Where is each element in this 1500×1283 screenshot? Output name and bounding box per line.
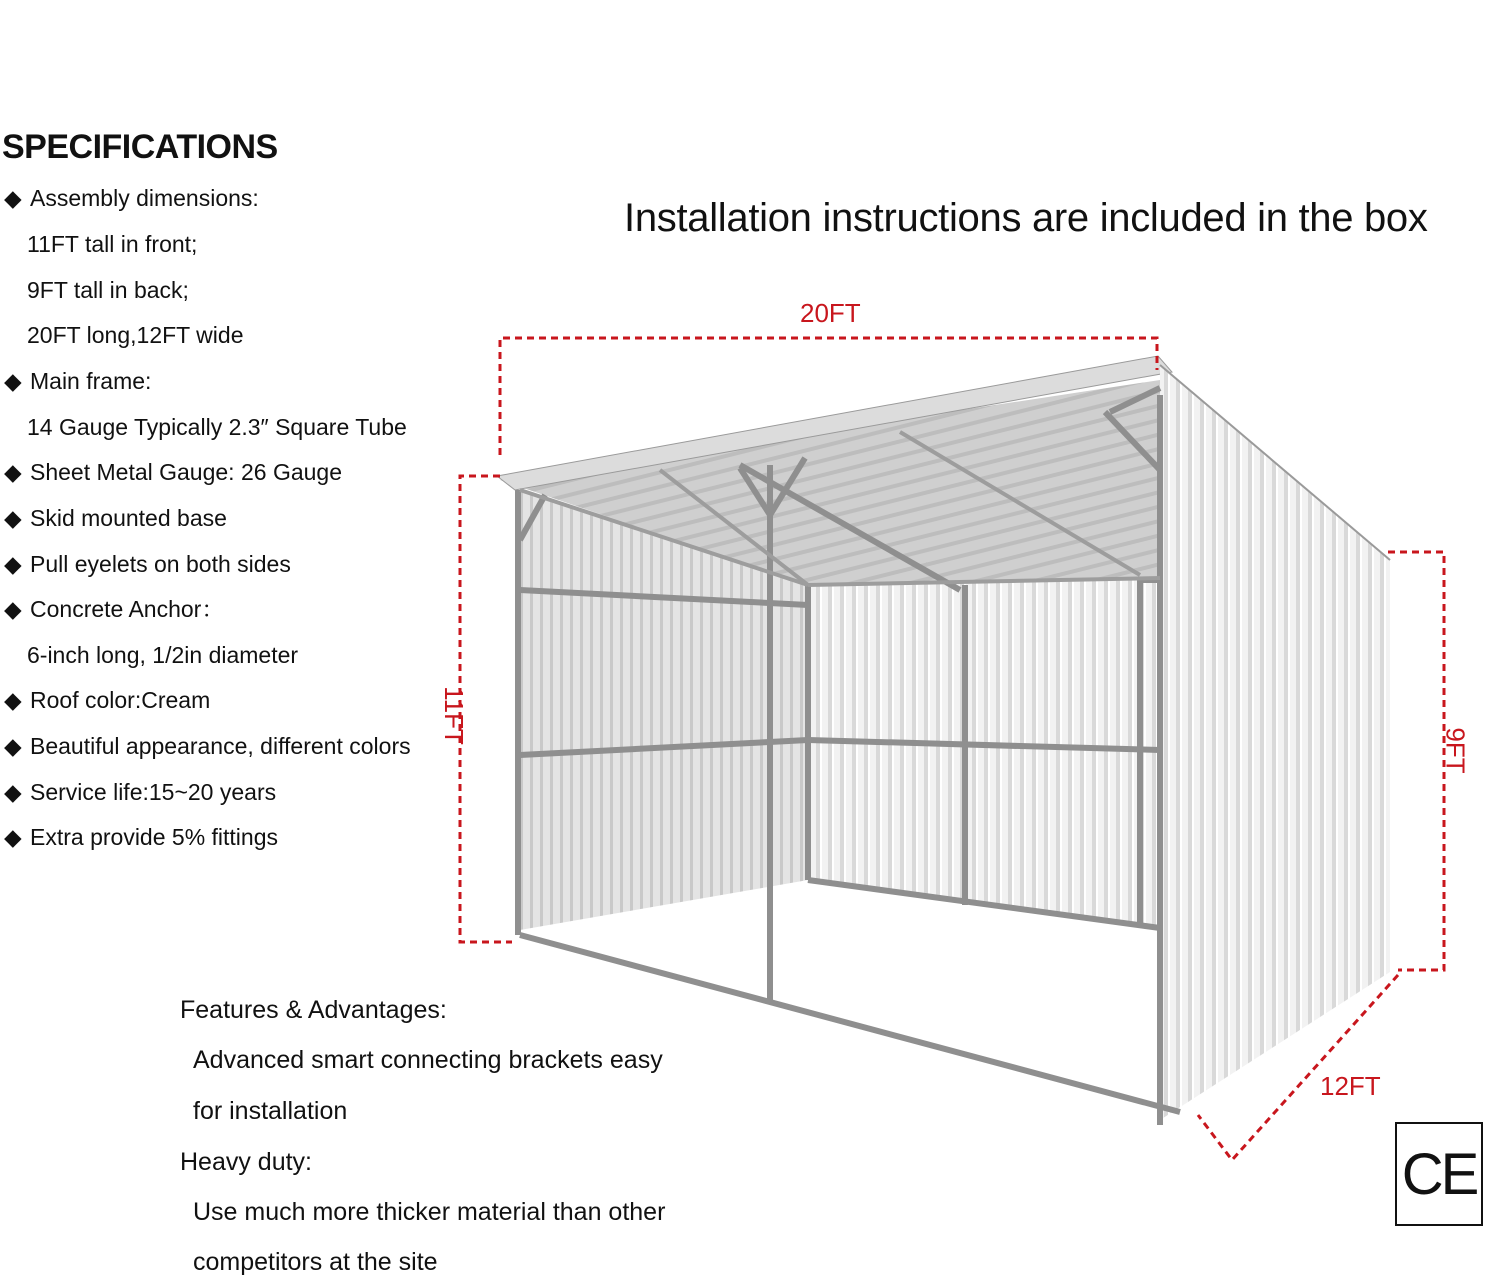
feature-item-continued: for installation (193, 1097, 348, 1125)
spec-line-text: Service life:15~20 years (30, 779, 277, 805)
spec-line-text: Skid mounted base (30, 505, 227, 531)
length-dimension-label: 20FT (800, 298, 861, 328)
spec-line-text: Pull eyelets on both sides (30, 551, 291, 577)
feature-item-continued: competitors at the site (193, 1248, 438, 1276)
spec-line-text: 14 Gauge Typically 2.3″ Square Tube (27, 414, 407, 440)
spec-line (27, 276, 189, 304)
spec-line (4, 686, 210, 714)
right-wall (1160, 365, 1390, 1120)
front-height-dimension-label: 11FT (438, 686, 469, 745)
spec-line (4, 367, 151, 395)
specifications-title: SPECIFICATIONS (2, 128, 278, 166)
back-height-dimension-label: 9FT (1440, 727, 1471, 774)
diamond-icon: ◆ (4, 596, 22, 622)
diamond-icon: ◆ (4, 505, 22, 531)
features-title: Features & Advantages: (180, 996, 447, 1024)
installation-note: Installation instructions are included in the box (624, 196, 1428, 240)
spec-line (27, 641, 298, 669)
spec-line (4, 504, 227, 532)
spec-line-text: Main frame: (30, 368, 152, 394)
spec-line (4, 732, 411, 760)
spec-line-text: Beautiful appearance, different colors (30, 733, 411, 759)
diamond-icon: ◆ (4, 551, 22, 577)
spec-line-text: Sheet Metal Gauge: 26 Gauge (30, 459, 342, 485)
spec-line-text: 11FT tall in front; (27, 231, 198, 257)
spec-line (4, 184, 259, 212)
spec-line (27, 230, 197, 258)
spec-line-text: Extra provide 5% fittings (30, 824, 279, 850)
diamond-icon: ◆ (4, 779, 22, 805)
diamond-icon: ◆ (4, 185, 22, 211)
ce-mark-logo: CE (1395, 1122, 1483, 1226)
diamond-icon: ◆ (4, 687, 22, 713)
diamond-icon: ◆ (4, 824, 22, 850)
spec-line-text: Assembly dimensions: (30, 185, 259, 211)
width-dimension-label: 12FT (1320, 1071, 1381, 1101)
spec-line-text: 20FT long,12FT wide (27, 322, 244, 348)
spec-line (4, 778, 276, 806)
diamond-icon: ◆ (4, 733, 22, 759)
spec-line (27, 321, 244, 349)
feature-item: Advanced smart connecting brackets easy (193, 1046, 663, 1074)
feature-item: Use much more thicker material than other (193, 1198, 666, 1226)
spec-line (4, 595, 224, 623)
diamond-icon: ◆ (4, 368, 22, 394)
spec-line-text: 6-inch long, 1/2in diameter (27, 642, 299, 668)
feature-heading: Heavy duty: (180, 1148, 313, 1176)
spec-line (4, 458, 342, 486)
spec-line-text: 9FT tall in back; (27, 277, 189, 303)
back-wall (808, 578, 1160, 928)
spec-line (4, 550, 291, 578)
spec-line-text: Roof color:Cream (30, 687, 211, 713)
spec-line-text: Concrete Anchor： (30, 596, 225, 622)
diamond-icon: ◆ (4, 459, 22, 485)
spec-line (27, 413, 407, 441)
spec-line (4, 823, 278, 851)
